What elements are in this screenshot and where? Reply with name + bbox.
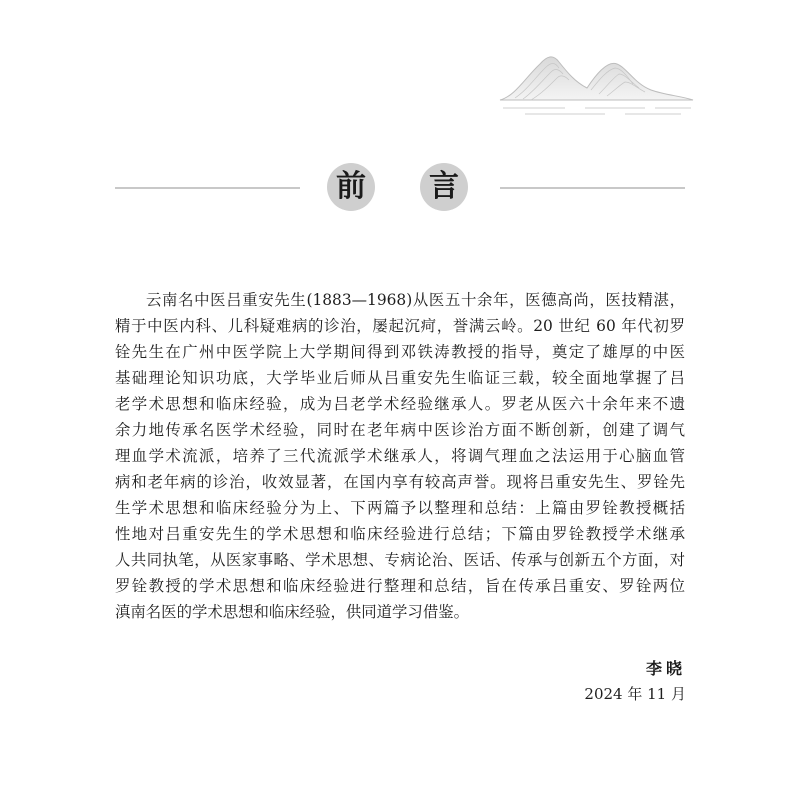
- author-signature: 李晓: [645, 659, 686, 678]
- body-line: 铨先生在广州中医学院上大学期间得到邓铁涛教授的指导，奠定了雄厚的中医: [115, 343, 685, 361]
- body-line: 老学术思想和临床经验，成为吕老学术经验继承人。罗老从医六十余年来不遗: [115, 395, 685, 413]
- body-line: 罗铨教授的学术思想和临床经验进行整理和总结，旨在传承吕重安、罗铨两位: [115, 577, 685, 595]
- body-line: 生学术思想和临床经验分为上、下两篇予以整理和总结：上篇由罗铨教授概括: [115, 499, 685, 517]
- page-title-char-1: 前: [336, 169, 366, 204]
- body-line: 基础理论知识功底，大学毕业后师从吕重安先生临证三载，较全面地掌握了吕: [115, 369, 685, 387]
- body-line: 余力地传承名医学术经验，同时在老年病中医诊治方面不断创新，创建了调气: [115, 421, 685, 439]
- mountain-illustration: [495, 38, 695, 118]
- page-title-char-2: 言: [429, 169, 459, 204]
- body-line: 云南名中医吕重安先生(1883—1968)从医五十余年，医德高尚，医技精湛，: [146, 291, 685, 309]
- body-line: 性地对吕重安先生的学术思想和临床经验进行总结；下篇由罗铨教授学术继承: [115, 525, 685, 543]
- body-line: 理血学术流派，培养了三代流派学术继承人，将调气理血之法运用于心脑血管: [115, 447, 685, 465]
- body-line: 精于中医内科、儿科疑难病的诊治，屡起沉疴，誉满云岭。20 世纪 60 年代初罗: [115, 317, 685, 335]
- body-line: 滇南名医的学术思想和临床经验，供同道学习借鉴。: [115, 603, 469, 621]
- body-line: 人共同执笔，从医家事略、学术思想、专病论治、医话、传承与创新五个方面，对: [115, 551, 685, 569]
- title-rule-left: [115, 187, 300, 189]
- title-rule-right: [500, 187, 685, 189]
- body-line: 病和老年病的诊治，收效显著，在国内享有较高声誉。现将吕重安先生、罗铨先: [115, 473, 685, 491]
- signature-date: 2024 年 11 月: [584, 685, 686, 703]
